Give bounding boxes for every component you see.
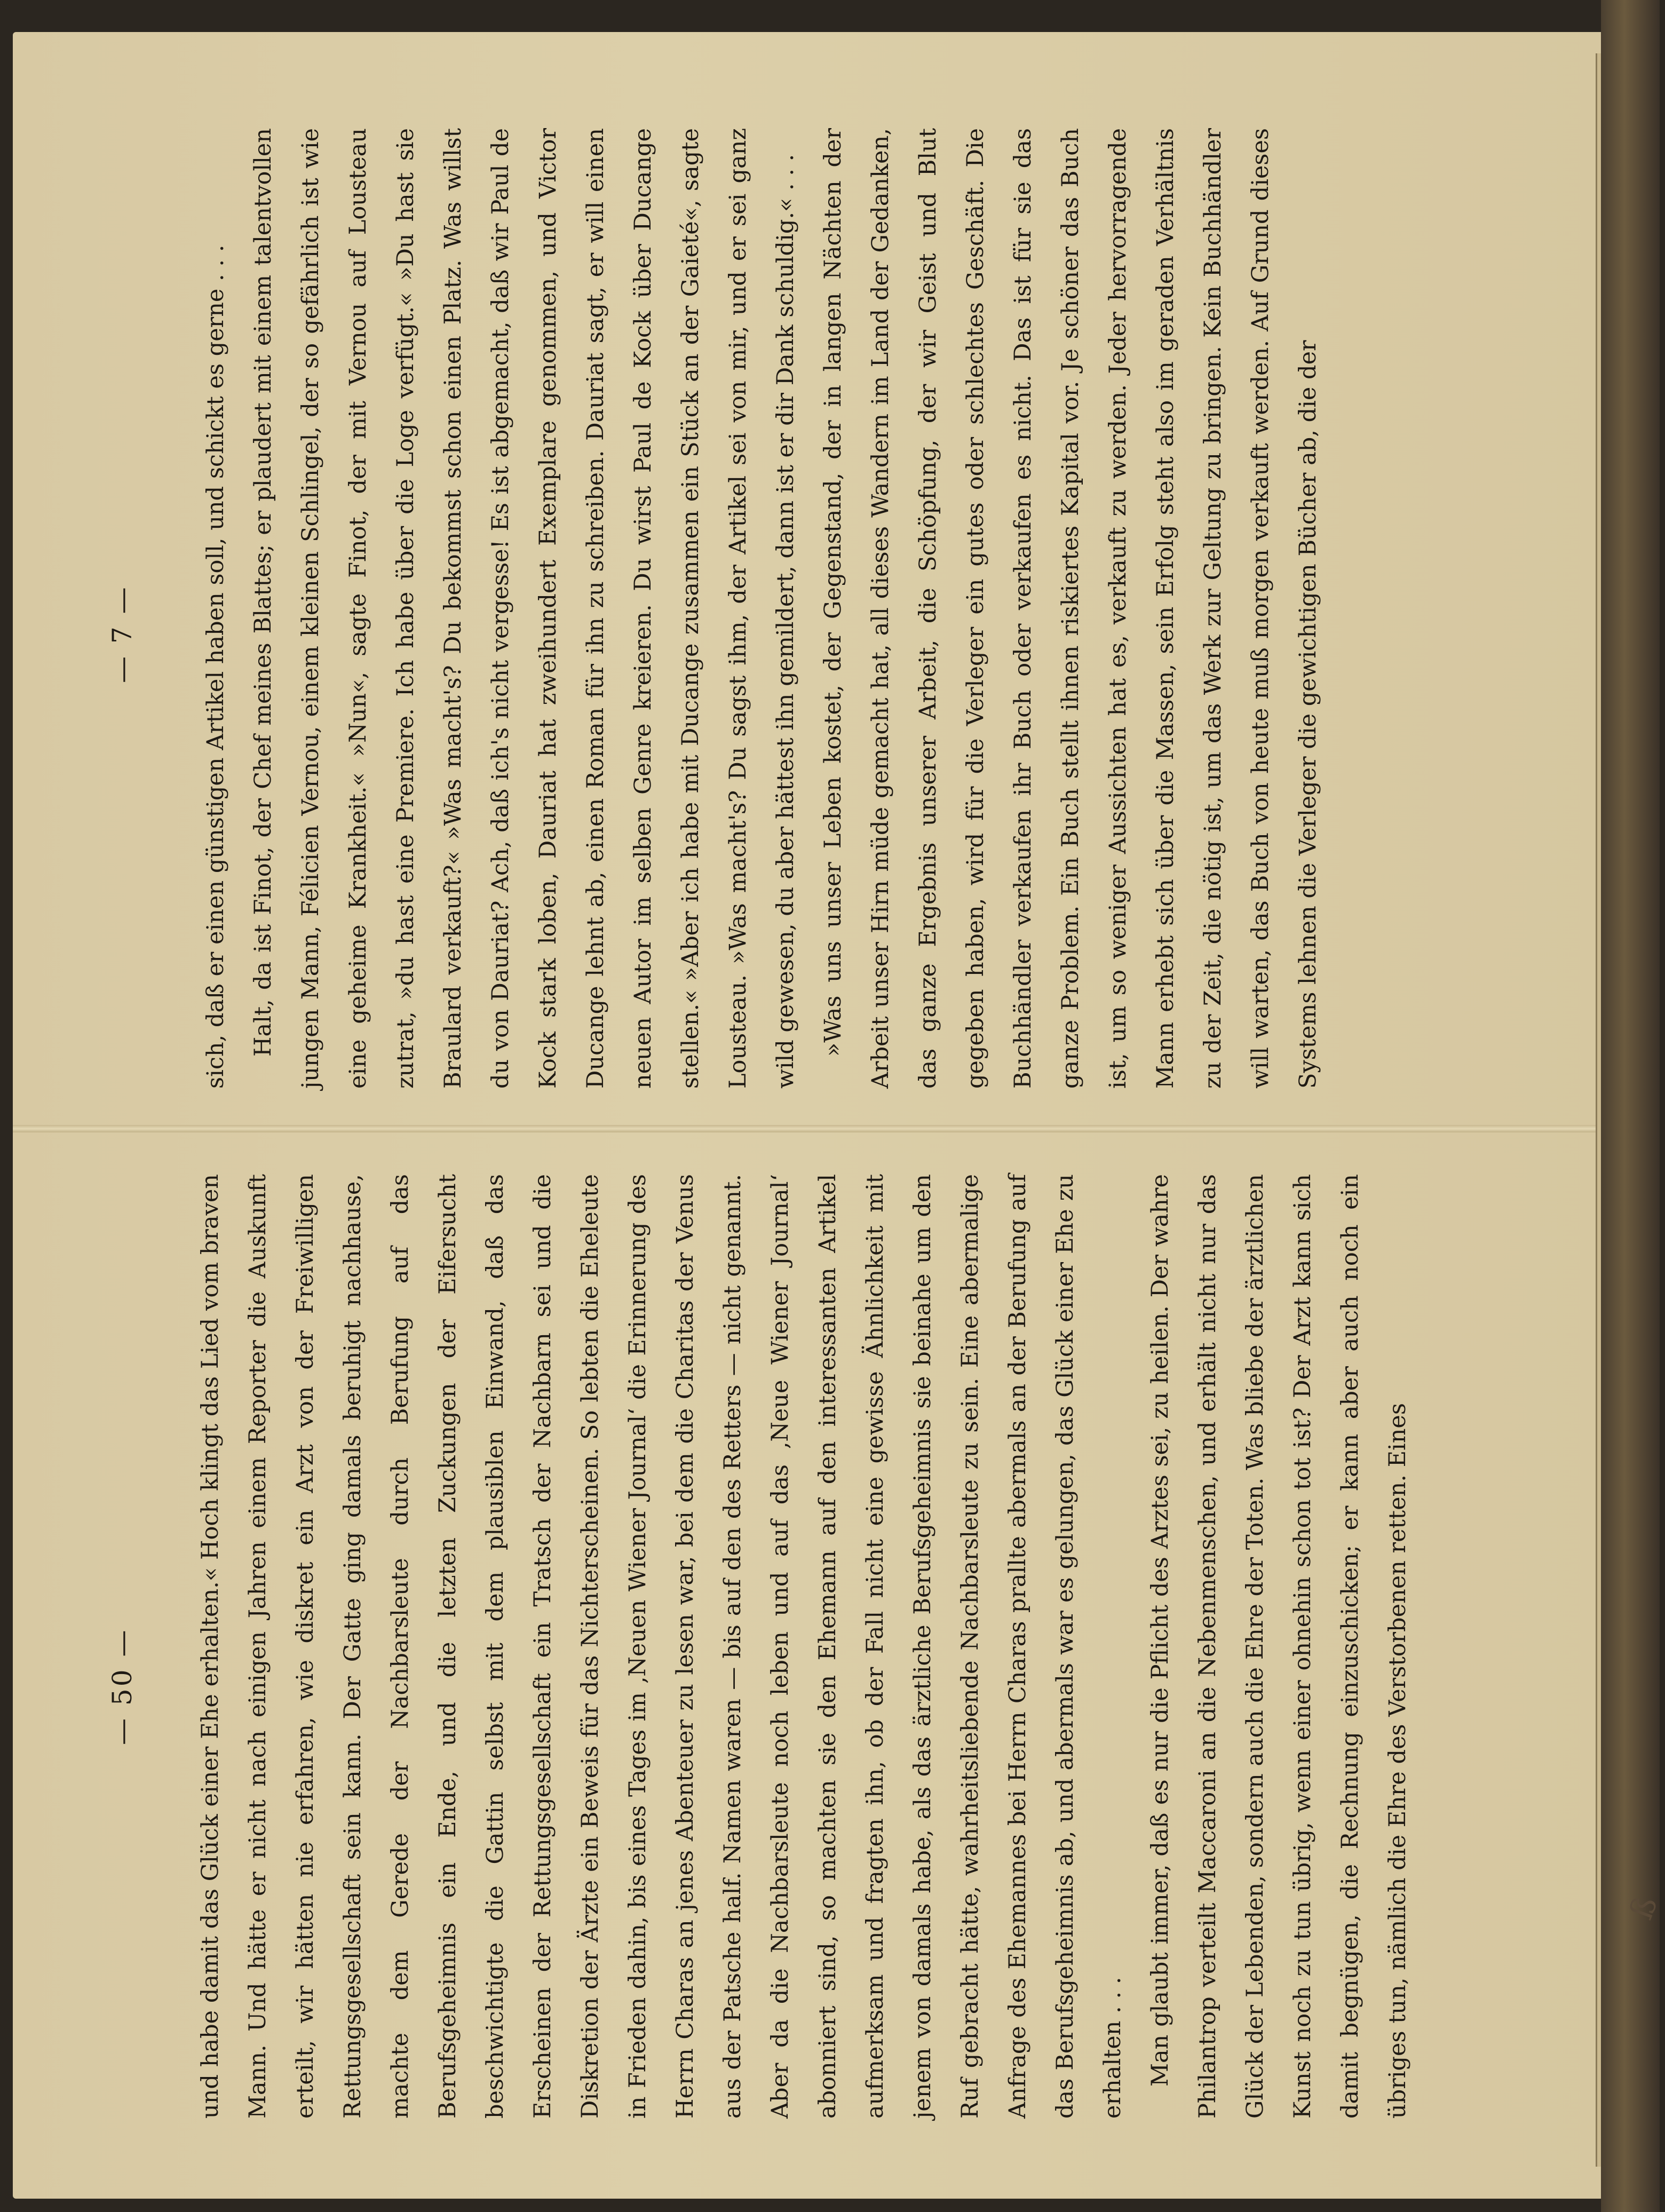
page-number-bottom: — 50 — xyxy=(107,1628,138,1745)
paragraph: sich, daß er einen günstigen Artikel haben soll, und schickt es gerne . . . xyxy=(202,244,229,1089)
book-spine xyxy=(1601,0,1660,2212)
paragraph: und habe damit das Glück einer Ehe erhalten.« Hoch klingt das Lied vom braven Mann. Und hätte er nicht nach einigen Jahren einem Reporter die Auskunft erteilt, wir hätten nie erfahren, wie diskret ein Arzt von der Freiwilligen Rettungsgesellschaft sein kann. Der Gatte ging damals beruhigt nachhause, machte dem Gerede der Nachbarsleute durch Berufung auf das Berufsgeheimnis ein Ende, und die letzten Zuckungen der Eifersucht beschwichtigte die Gattin selbst mit dem plausiblen Einwand, daß das Erscheinen der Rettungsgesellschaft ein Tratsch der Nachbarn sei und die Diskretion der Ärzte ein Beweis für das Nichterscheinen. So lebten die Eheleute in Frieden dahin, bis eines Tages im ‚Neuen Wiener Journal‘ die Erinnerung des Herrn Charas an jenes Abenteuer zu lesen war, bei dem die Charitas der Venus aus der Patsche half. Namen waren — bis auf den des Retters — nicht genannt. Aber da die Nachbarsleute noch leben und auf das ‚Neue Wiener Journal‘ abonniert sind, so machten sie den Ehemann auf den interessanten Artikel aufmerksam und fragten ihn, ob der Fall nicht eine gewisse Ähnlichkeit mit jenem von damals habe, als das ärztliche Berufsgeheimnis sie beinahe um den Ruf gebracht hätte, wahrheitsliebende Nachbarsleute zu sein. Eine abermalige Anfrage des Ehemannes bei Herrn Charas prallte abermals an der Berufung auf das Berufsgeheimnis ab, und abermals war es gelungen, das Glück einer Ehe zu erhalten . . . xyxy=(197,1174,1126,2119)
page-7-text xyxy=(192,128,1393,1089)
margin-pencil-mark: ß xyxy=(1622,1891,1665,1924)
paragraph: Halt, da ist Finot, der Chef meines Blattes; er plaudert mit einem talentvollen jungen Mann, Félicien Vernou, einem kleinen Schlingel, der so gefährlich ist wie eine geheime Krankheit.« »Nun«, sagte Finot, der mit Vernou auf Lousteau zutrat, »du hast eine Premiere. Ich habe über die Loge verfügt.« »Du hast sie Braulard verkauft?« »Was macht's? Du bekommst schon einen Platz. Was willst du von Dauriat? Ach, daß ich's nicht vergesse! Es ist abgemacht, daß wir Paul de Kock stark loben, Dauriat hat zweihundert Exemplare genommen, und Victor Ducange lehnt ab, einen Roman für ihn zu schreiben. Dauriat sagt, er will einen neuen Autor im selben Genre kreieren. Du wirst Paul de Kock über Ducange stellen.« »Aber ich habe mit Ducange zusammen ein Stück an der Gaieté«, sagte Lousteau. »Was macht's? Du sagst ihm, der Artikel sei von mir, und er sei ganz wild gewesen, du aber hättest ihn gemildert, dann ist er dir Dank schuldig.« . . . xyxy=(250,128,799,1089)
paragraph: Man glaubt immer, daß es nur die Pflicht des Arztes sei, zu heilen. Der wahre Philantrop verteilt Maccaroni an die Nebenmenschen, und erhält nicht nur das Glück der Lebenden, sondern auch die Ehre der Toten. Was bliebe der ärztlichen Kunst noch zu tun übrig, wenn einer ohnehin schon tot ist? Der Arzt kann sich damit begnügen, die Rechnung einzuschicken; er kann aber auch noch ein übriges tun, nämlich die Ehre des Verstorbenen retten. Eines xyxy=(1147,1174,1411,2119)
page-number-top: — 7 — xyxy=(107,585,138,683)
paragraph: »Was uns unser Leben kostet, der Gegenstand, der in langen Nächten der Arbeit unser Hirn müde gemacht hat, all dieses Wandern im Land der Gedanken, das ganze Ergebnis unserer Arbeit, die Schöpfung, der wir Geist und Blut gegeben haben, wird für die Verleger ein gutes oder schlechtes Geschäft. Die Buchhändler verkaufen ihr Buch oder verkaufen es nicht. Das ist für sie das ganze Problem. Ein Buch stellt ihnen riskiertes Kapital vor. Je schöner das Buch ist, um so weniger Aussichten hat es, verkauft zu werden. Jeder hervorragende Mann erhebt sich über die Massen, sein Erfolg steht also im geraden Verhältnis zu der Zeit, die nötig ist, um das Werk zur Geltung zu bringen. Kein Buchhändler will warten, das Buch von heute muß morgen verkauft werden. Auf Grund dieses Systems lehnen die Verleger die gewichtigen Bücher ab, die der xyxy=(820,128,1321,1089)
center-fold xyxy=(13,1125,1616,1132)
page-50-text xyxy=(187,1174,1411,2119)
